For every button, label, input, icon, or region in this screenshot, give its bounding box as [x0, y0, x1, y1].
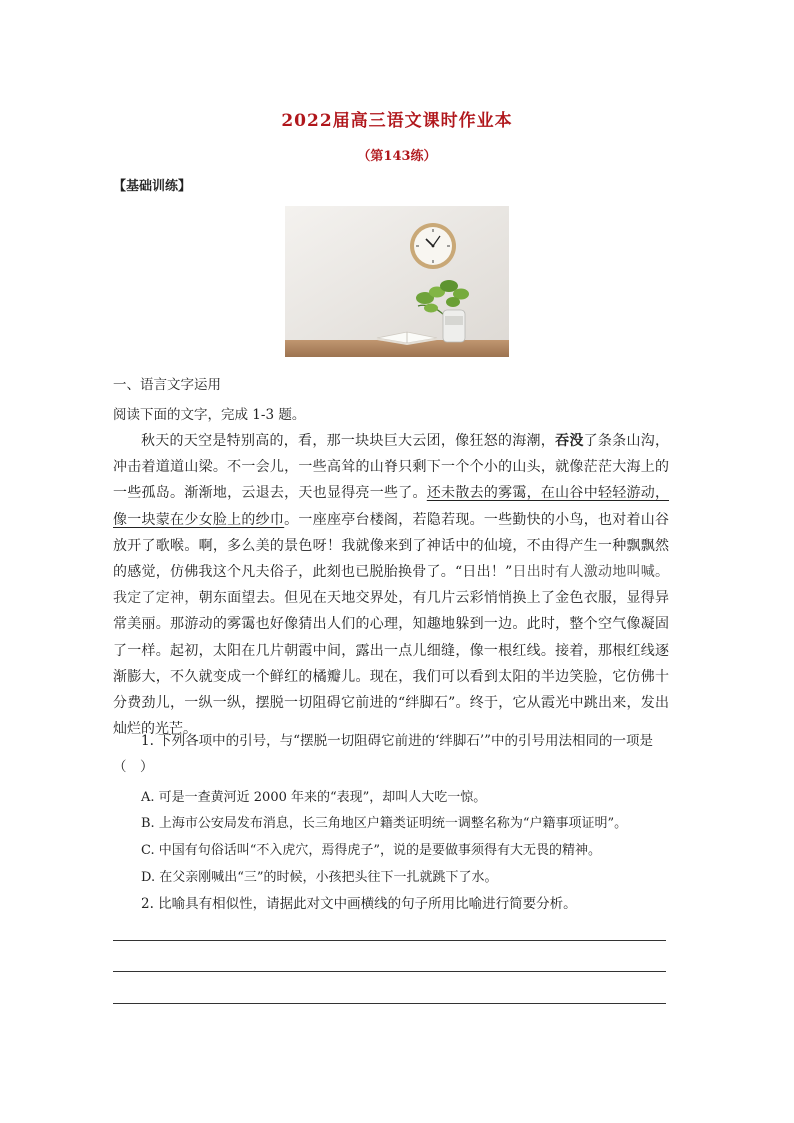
wall-background [285, 206, 509, 342]
passage-part-5: 朝东面望去。但见在天地交界处，有几片云彩悄悄换上了金色衣服，显得异常美丽。那游动的雾霭也好像猜出人们的心理，知趣地躲到一边。此时，整个空气像凝固了一样。起初，太阳在几片朝霞中间，露出一点儿细缝，像一根红线。接着，那根红线逐渐膨大，不久就变成一个鲜红的橘瓣儿。现在，我们可以看到太阳的半边笑脸，它仿佛十分费劲儿，一纵一纵，摆脱一切阻碍它前进的“绊脚石”。终于，它从霞光中跳出来，发出灿烂的光芒。 [113, 590, 670, 738]
section-tag-basic-training: 【基础训练】 [113, 179, 192, 194]
passage-part-1: 秋天的天空是特别高的，看，那一块块巨大云团，像狂怒的海潮， [141, 433, 556, 449]
passage-part-3: 。一座座亭台楼阁，若隐若现。一些勤快的小鸟，也对着山谷放开了歌喉。啊，多么美的景色呀！我就像来到了神话中的仙境，不由得产生一种飘飘然的感觉，仿佛我这个凡夫俗子，此刻也已脱胎换骨了。“日出！” [113, 511, 670, 581]
reading-passage [113, 428, 669, 742]
wall-clock-icon [410, 223, 456, 269]
question-1-stem: 1. 下列各项中的引号，与“摆脱一切阻碍它前进的‘绊脚石’”中的引号用法相同的一项是（ ） [113, 733, 654, 775]
illustration-clock-plant-book [285, 206, 509, 357]
page-subtitle: （第143练） [357, 149, 437, 164]
passage-part-2: 了条条山沟，冲击着道道山梁。不一会儿，一些高耸的山脊只剩下一个个小的山头，就像茫茫大海上的一些孤岛。渐渐地，云退去，天也显得亮一些了。 [113, 433, 670, 502]
passage-part-4: 日出时有人激动地叫喊。我定了定神， [113, 564, 669, 607]
question-1-option-a: A. 可是一查黄河近 2000 年来的“表现”，却叫人大吃一惊。 [141, 790, 487, 805]
answer-line-3 [113, 1003, 666, 1004]
question-1-option-b: B. 上海市公安局发布消息，长三角地区户籍类证明统一调整名称为“户籍事项证明”。 [141, 816, 628, 831]
section-heading-language-use: 一、语言文字运用 [113, 377, 221, 393]
answer-line-1 [113, 940, 666, 941]
question-1-option-d: D. 在父亲刚喊出“三”的时候，小孩把头往下一扎就跳下了水。 [141, 870, 498, 885]
passage-bold-word: 吞没 [555, 433, 584, 449]
question-1-option-c: C. 中国有句俗话叫“不入虎穴，焉得虎子”，说的是要做事须得有大无畏的精神。 [141, 843, 602, 858]
page-title: 2022届高三语文课时作业本 [281, 111, 513, 131]
answer-line-2 [113, 971, 666, 972]
reading-instruction: 阅读下面的文字，完成 1-3 题。 [113, 407, 306, 423]
question-2-stem: 2. 比喻具有相似性，请据此对文中画横线的句子所用比喻进行简要分析。 [141, 896, 577, 912]
passage-underlined-sentence: 还未散去的雾霭，在山谷中轻轻游动，像一块蒙在少女脸上的纱巾 [113, 485, 670, 528]
